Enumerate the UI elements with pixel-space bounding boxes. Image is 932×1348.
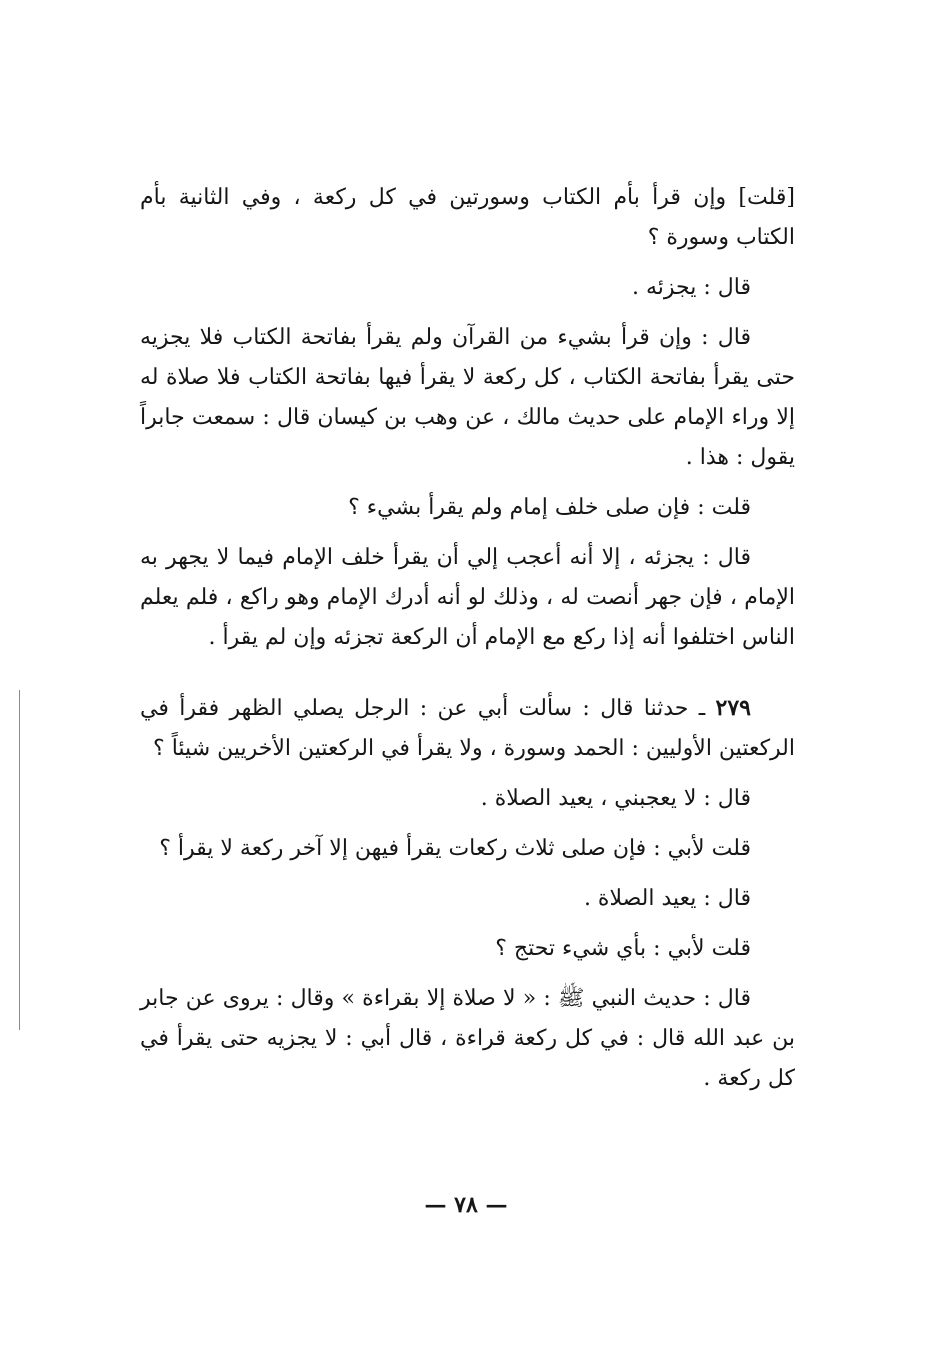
paragraph-question-3: قلت لأبي : فإن صلى ثلاث ركعات يقرأ فيهن إلا آخر ركعة لا يقرأ ؟	[159, 836, 751, 861]
paragraph-question-2: قلت : فإن صلى خلف إمام ولم يقرأ بشيء ؟	[348, 495, 751, 520]
entry-279	[140, 688, 795, 769]
scan-margin-line	[19, 690, 20, 1030]
paragraph-question-4: قلت لأبي : بأي شيء تحتج ؟	[495, 936, 751, 961]
entry-number: ٢٧٩	[715, 695, 751, 721]
paragraph-answer-5: قال : يعيد الصلاة .	[583, 886, 751, 911]
paragraph-answer-3: قال : يجزئه ، إلا أنه أعجب إلي أن يقرأ خلف الإمام فيما لا يجهر به الإمام ، فإن جهر أنصت له ، وذلك لو أنه أدرك الإمام وهو راكع ، فلم يعلم الناس اختلفوا أنه إذا ركع مع الإمام أن الركعة تجزئه وإن لم يقرأ .	[140, 545, 795, 650]
paragraph-answer-1: قال : يجزئه .	[632, 275, 751, 300]
body-text	[140, 178, 795, 1099]
paragraph-answer-2: قال : وإن قرأ بشيء من القرآن ولم يقرأ بفاتحة الكتاب فلا يجزيه حتى يقرأ بفاتحة الكتاب ، كل ركعة لا يقرأ فيها بفاتحة الكتاب فلا صلاة له إلا وراء الإمام على حديث مالك ، عن وهب بن كيسان قال : سمعت جابراً يقول : هذا .	[140, 325, 795, 470]
paragraph-answer-6: قال : حديث النبي ﷺ : « لا صلاة إلا بقراءة » وقال : يروى عن جابر بن عبد الله قال : في كل ركعة قراءة ، قال أبي : لا يجزيه حتى يقرأ في كل ركعة .	[140, 986, 795, 1091]
page-number: — ٧٨ —	[424, 1192, 508, 1218]
entry-text: ـ حدثنا قال : سألت أبي عن : الرجل يصلي الظهر فقرأ في الركعتين الأوليين : الحمد وسورة ، ولا يقرأ في الركعتين الأخريين شيئاً ؟	[140, 696, 795, 761]
paragraph-answer-4: قال : لا يعجبني ، يعيد الصلاة .	[480, 786, 751, 811]
paragraph-question-1: [قلت] وإن قرأ بأم الكتاب وسورتين في كل ركعة ، وفي الثانية بأم الكتاب وسورة ؟	[140, 185, 795, 250]
